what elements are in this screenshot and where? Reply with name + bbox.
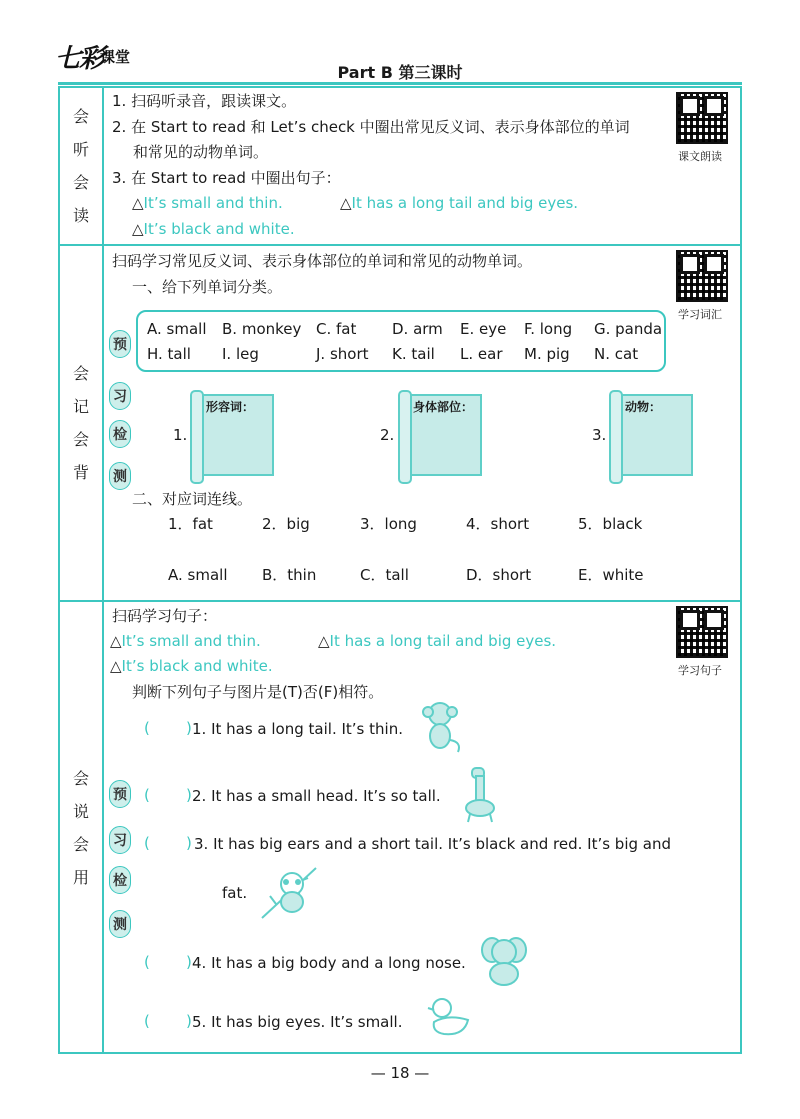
qr-code-icon[interactable] — [676, 606, 728, 658]
word-item: C. fat — [316, 320, 357, 338]
page-number: — 18 — — [370, 1064, 430, 1082]
page-title: Part B 第三课时 — [337, 63, 463, 82]
sentence-item: △It has a long tail and big eyes. — [318, 632, 557, 650]
section-intro: 扫码学习句子： — [112, 607, 218, 625]
answer-paren-open: ( — [144, 834, 150, 852]
question-1: 1. It has a long tail. It’s thin. — [192, 720, 403, 738]
section-intro: 扫码学习常见反义词、表示身体部位的单词和常见的动物单词。 — [112, 252, 533, 270]
brand-logo-sub: 课堂 — [100, 48, 131, 66]
match-top-item[interactable]: 1．fat — [168, 515, 213, 533]
word-item: A. small — [147, 320, 207, 338]
match-top-item[interactable]: 2．big — [262, 515, 310, 533]
answer-blank-1[interactable] — [152, 718, 184, 740]
part-title: 一、给下列单词分类。 — [132, 278, 283, 296]
question-3-cont: fat. — [222, 884, 248, 902]
page-header — [0, 0, 800, 88]
preview-tag: 测 — [109, 910, 131, 938]
qr-code-icon[interactable] — [676, 250, 728, 302]
word-item: H. tall — [147, 345, 191, 363]
question-3: 3. It has big ears and a short tail. It’s black and red. It’s big and — [194, 835, 671, 853]
sentence-item: △It has a long tail and big eyes. — [340, 194, 579, 212]
preview-tag: 预 — [109, 780, 131, 808]
instruction-2: 2. 在 Start to read 和 Let’s check 中圈出常见反义词、表示身体部位的单词 — [112, 118, 630, 136]
instruction-3: 3. 在 Start to read 中圈出句子： — [112, 169, 341, 187]
column-divider — [102, 88, 104, 1052]
preview-tag: 习 — [109, 382, 131, 410]
sentence-item: △It’s small and thin. — [132, 194, 283, 212]
word-item: E. eye — [460, 320, 507, 338]
answer-paren-close: ) — [186, 1012, 192, 1030]
instruction: 判断下列句子与图片是(T)否(F)相符。 — [132, 683, 384, 701]
sentence-item: △It’s small and thin. — [110, 632, 261, 650]
answer-paren-close: ) — [186, 953, 192, 971]
section-label-listen-read: 会 听 会 读 — [72, 107, 89, 225]
answer-blank-5[interactable] — [152, 1011, 184, 1033]
word-item: I. leg — [222, 345, 259, 363]
qr-caption: 学习词汇 — [678, 308, 722, 321]
match-bottom-item[interactable]: D．short — [466, 566, 532, 584]
answer-paren-open: ( — [144, 719, 150, 737]
duck-icon — [424, 996, 474, 1040]
sentence-item: △It’s black and white. — [110, 657, 273, 675]
word-item: K. tail — [392, 345, 435, 363]
match-bottom-item[interactable]: E．white — [578, 566, 644, 584]
part-title: 二、对应词连线。 — [132, 490, 253, 508]
row-divider-1 — [60, 244, 740, 246]
match-bottom-item[interactable]: C．tall — [360, 566, 409, 584]
category-number: 1. — [173, 426, 188, 444]
monkey-icon — [418, 700, 462, 756]
section-label-memorize: 会 记 会 背 — [72, 364, 89, 482]
instruction-2-cont: 和常见的动物单词。 — [133, 143, 269, 161]
word-item: D. arm — [392, 320, 443, 338]
preview-tag: 预 — [109, 330, 131, 358]
word-item: F. long — [524, 320, 573, 338]
answer-paren-open: ( — [144, 1012, 150, 1030]
category-label: 形容词： — [206, 400, 255, 414]
answer-blank-4[interactable] — [152, 952, 184, 974]
question-2: 2. It has a small head. It’s so tall. — [192, 787, 441, 805]
section-label-speak-use: 会 说 会 用 — [72, 769, 89, 887]
category-label: 动物： — [625, 400, 662, 414]
word-item: G. panda — [594, 320, 663, 338]
answer-paren-close: ) — [186, 719, 192, 737]
preview-tag: 习 — [109, 826, 131, 854]
category-label: 身体部位： — [413, 400, 474, 414]
qr-caption: 学习句子 — [678, 664, 722, 677]
word-item: J. short — [316, 345, 369, 363]
preview-tag: 检 — [109, 420, 131, 448]
category-number: 3. — [592, 426, 607, 444]
question-5: 5. It has big eyes. It’s small. — [192, 1013, 403, 1031]
sentence-item: △It’s black and white. — [132, 220, 295, 238]
question-4: 4. It has a big body and a long nose. — [192, 954, 466, 972]
category-number: 2. — [380, 426, 395, 444]
answer-blank-2[interactable] — [152, 785, 184, 807]
qr-code-icon[interactable] — [676, 92, 728, 144]
header-divider — [58, 82, 742, 85]
word-item: B. monkey — [222, 320, 302, 338]
preview-tag: 测 — [109, 462, 131, 490]
word-item: L. ear — [460, 345, 503, 363]
match-bottom-item[interactable]: A. small — [168, 566, 228, 584]
match-top-item[interactable]: 3．long — [360, 515, 417, 533]
word-item: N. cat — [594, 345, 639, 363]
giraffe-icon — [454, 764, 504, 824]
brand-logo: 七彩 — [55, 44, 104, 74]
answer-paren-open: ( — [144, 953, 150, 971]
answer-paren-close: ) — [186, 834, 192, 852]
match-top-item[interactable]: 5．black — [578, 515, 643, 533]
match-bottom-item[interactable]: B．thin — [262, 566, 317, 584]
answer-paren-open: ( — [144, 786, 150, 804]
word-item: M. pig — [524, 345, 570, 363]
elephant-icon — [478, 932, 530, 988]
qr-caption: 课文朗读 — [678, 150, 722, 163]
preview-tag: 检 — [109, 866, 131, 894]
answer-paren-close: ) — [186, 786, 192, 804]
panda-icon — [258, 864, 322, 922]
row-divider-2 — [60, 600, 740, 602]
instruction-1: 1. 扫码听录音，跟读课文。 — [112, 92, 297, 110]
match-top-item[interactable]: 4．short — [466, 515, 530, 533]
answer-blank-3[interactable] — [152, 833, 184, 855]
